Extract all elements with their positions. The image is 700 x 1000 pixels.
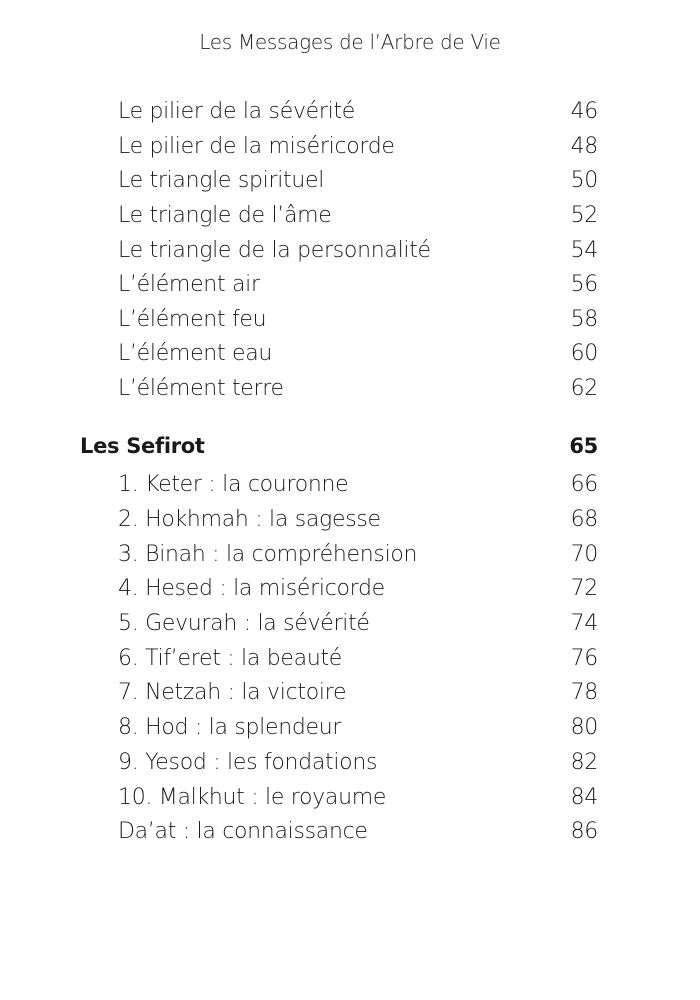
toc-entry-label: Le triangle de la personnalité — [118, 238, 431, 263]
toc-entry-label: 5. Gevurah : la sévérité — [118, 611, 370, 636]
toc-entry — [118, 711, 598, 745]
toc-entry-label: L’élément eau — [118, 341, 273, 366]
toc-entry-label: Le triangle spirituel — [118, 168, 325, 193]
toc-entry-label: Da’at : la connaissance — [118, 819, 368, 844]
running-header: Les Messages de l’Arbre de Vie — [199, 30, 501, 54]
toc-entry — [118, 781, 598, 815]
toc-entry-page: 50 — [570, 168, 598, 193]
toc-entry-label: L’élément terre — [118, 376, 284, 401]
toc-entry — [118, 607, 598, 641]
toc-entry — [118, 268, 598, 302]
toc-entry-label: 4. Hesed : la miséricorde — [118, 576, 385, 601]
toc-entry — [118, 164, 598, 198]
toc-entry-page: 46 — [570, 99, 598, 124]
toc-entry-label: 6. Tif’eret : la beauté — [118, 646, 343, 671]
toc-entry — [118, 815, 598, 849]
toc-entry-label: 9. Yesod : les fondations — [118, 750, 378, 775]
toc-entry-page: 86 — [570, 819, 598, 844]
toc-entry — [118, 642, 598, 676]
toc-entry — [118, 372, 598, 406]
toc-entry — [118, 676, 598, 710]
toc-entry — [118, 538, 598, 572]
toc-entry-label: Le pilier de la sévérité — [118, 99, 356, 124]
toc-entry-page: 54 — [570, 238, 598, 263]
toc-entry-page: 68 — [570, 507, 598, 532]
toc-entry — [118, 199, 598, 233]
toc-entry-label: 8. Hod : la splendeur — [118, 715, 342, 740]
toc-entry-label: L’élément air — [118, 272, 260, 297]
toc-entry — [118, 95, 598, 129]
toc-section-page: 65 — [569, 434, 598, 458]
toc-section-label: Les Sefirot — [80, 434, 205, 458]
toc-entry-page: 72 — [570, 576, 598, 601]
toc-entry-page: 74 — [570, 611, 598, 636]
toc-entry — [118, 303, 598, 337]
toc-entry — [118, 746, 598, 780]
toc-entry-label: Le pilier de la miséricorde — [118, 134, 395, 159]
toc-entry-label: 3. Binah : la compréhension — [118, 542, 418, 567]
toc-entry-page: 60 — [570, 341, 598, 366]
toc-entry-page: 78 — [570, 680, 598, 705]
toc-entry-page: 82 — [570, 750, 598, 775]
toc-section-heading — [80, 429, 598, 463]
toc-entry-label: L’élément feu — [118, 307, 267, 332]
toc-entry — [118, 572, 598, 606]
toc-entry-page: 84 — [570, 785, 598, 810]
toc-entry — [118, 130, 598, 164]
toc-entry — [118, 468, 598, 502]
toc-entry-label: 7. Netzah : la victoire — [118, 680, 347, 705]
toc-entry — [118, 234, 598, 268]
toc-entry-label: Le triangle de l’âme — [118, 203, 332, 228]
toc-entry — [118, 503, 598, 537]
toc-entry-page: 76 — [570, 646, 598, 671]
toc-entry-page: 56 — [570, 272, 598, 297]
toc-entry-label: 10. Malkhut : le royaume — [118, 785, 387, 810]
toc-entry-label: 2. Hokhmah : la sagesse — [118, 507, 381, 532]
toc-entry-page: 66 — [570, 472, 598, 497]
toc-entry-page: 52 — [570, 203, 598, 228]
toc-entry-page: 48 — [570, 134, 598, 159]
toc-entry-page: 70 — [570, 542, 598, 567]
toc-entry-label: 1. Keter : la couronne — [118, 472, 349, 497]
toc-entry-page: 80 — [570, 715, 598, 740]
toc-entry-page: 58 — [570, 307, 598, 332]
toc-entry — [118, 337, 598, 371]
toc-entry-page: 62 — [570, 376, 598, 401]
